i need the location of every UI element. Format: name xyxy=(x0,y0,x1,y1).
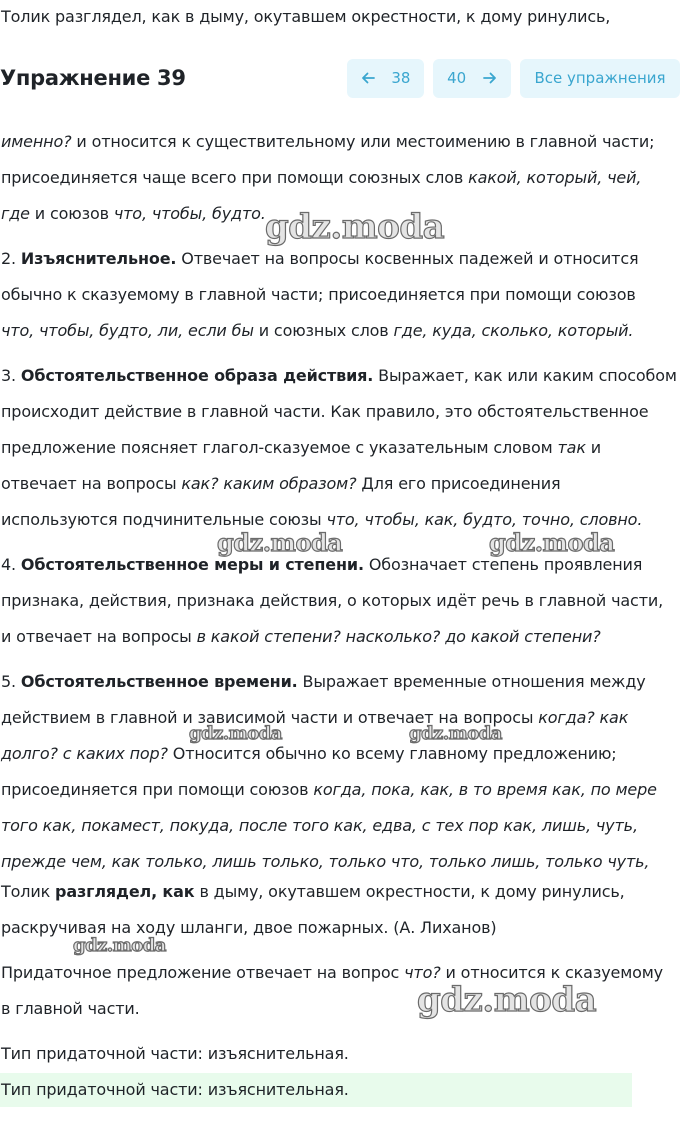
clause-type: Тип придаточной части: изъяснительная. xyxy=(1,1044,349,1063)
text-line: и отвечает на вопросы в какой степени? насколько? до какой степени? xyxy=(1,627,601,646)
text-line: происходит действие в главной части. Как правило, это обстоятельственное xyxy=(1,402,649,421)
text-line: предложение поясняет глагол-сказуемое с указательным словом так и xyxy=(1,438,602,457)
text-line: присоединяется при помощи союзов когда, пока, как, в то время как, по мере xyxy=(1,780,657,799)
text-line: что, чтобы, будто, ли, если бы и союзных слов где, куда, сколько, который. xyxy=(1,321,634,340)
text-line: в главной части. xyxy=(1,999,140,1018)
next-exercise-button[interactable] xyxy=(433,59,511,98)
text-line: присоединяется чаще всего при помощи союзных слов какой, который, чей, xyxy=(1,168,642,187)
item-obraza-deystviya: 3. Обстоятельственное образа действия. Выражает, как или каким способом xyxy=(1,366,677,385)
top-line: Толик разглядел, как в дыму, окутавшем окрестности, к дому ринулись, xyxy=(1,7,611,26)
watermark: gdz.moda xyxy=(417,980,597,1020)
text-line: Придаточное предложение отвечает на вопрос что? и относится к сказуемому xyxy=(1,963,664,982)
next-exercise-label: 40 xyxy=(447,69,467,87)
text-line: используются подчинительные союзы что, чтобы, как, будто, точно, словно. xyxy=(1,510,643,529)
arrow-left-icon xyxy=(361,69,375,87)
item-mery-i-stepeni: 4. Обстоятельственное меры и степени. Обозначает степень проявления xyxy=(1,555,643,574)
watermark: gdz.moda xyxy=(73,935,166,956)
answer-text: Тип придаточной части: изъяснительная. xyxy=(1,1080,349,1099)
watermark: gdz.moda xyxy=(489,528,615,557)
exercise-header xyxy=(0,52,680,110)
watermark: gdz.moda xyxy=(409,723,502,744)
text-line: долго? с каких пор? Относится обычно ко всему главному предложению; xyxy=(1,744,617,763)
text-line: обычно к сказуемому в главной части; присоединяется при помощи союзов xyxy=(1,285,636,304)
prev-exercise-label: 38 xyxy=(391,69,411,87)
all-exercises-button[interactable]: Все упражнения xyxy=(520,59,680,98)
text-line: действием в главной и зависимой части и отвечает на вопросы когда? как xyxy=(1,708,629,727)
text-line: прежде чем, как только, лишь только, только что, только лишь, только чуть, xyxy=(1,852,650,871)
item-vremeni: 5. Обстоятельственное времени. Выражает временные отношения между xyxy=(1,672,646,691)
arrow-right-icon xyxy=(483,69,497,87)
watermark: gdz.moda xyxy=(265,207,445,247)
text-line: раскручивая на ходу шланги, двое пожарных. (А. Лиханов) xyxy=(1,918,497,937)
watermark: gdz.moda xyxy=(217,528,343,557)
text-line: именно? и относится к существительному или местоимению в главной части; xyxy=(1,132,655,151)
item-izyasnitelnoe: 2. Изъяснительное. Отвечает на вопросы косвенных падежей и относится xyxy=(1,249,639,268)
text-line: отвечает на вопросы как? каким образом? Для его присоединения xyxy=(1,474,561,493)
watermark: gdz.moda xyxy=(189,723,282,744)
text-line: того как, покамест, покуда, после того как, едва, с тех пор как, лишь, чуть, xyxy=(1,816,638,835)
text-line: где и союзов что, чтобы, будто. xyxy=(1,204,266,223)
example-sentence: Толик разглядел, как в дыму, окутавшем окрестности, к дому ринулись, xyxy=(1,882,625,901)
prev-exercise-button[interactable] xyxy=(347,59,424,98)
page-title: Упражнение 39 xyxy=(0,66,186,90)
text-line: признака, действия, признака действия, о которых идёт речь в главной части, xyxy=(1,591,664,610)
